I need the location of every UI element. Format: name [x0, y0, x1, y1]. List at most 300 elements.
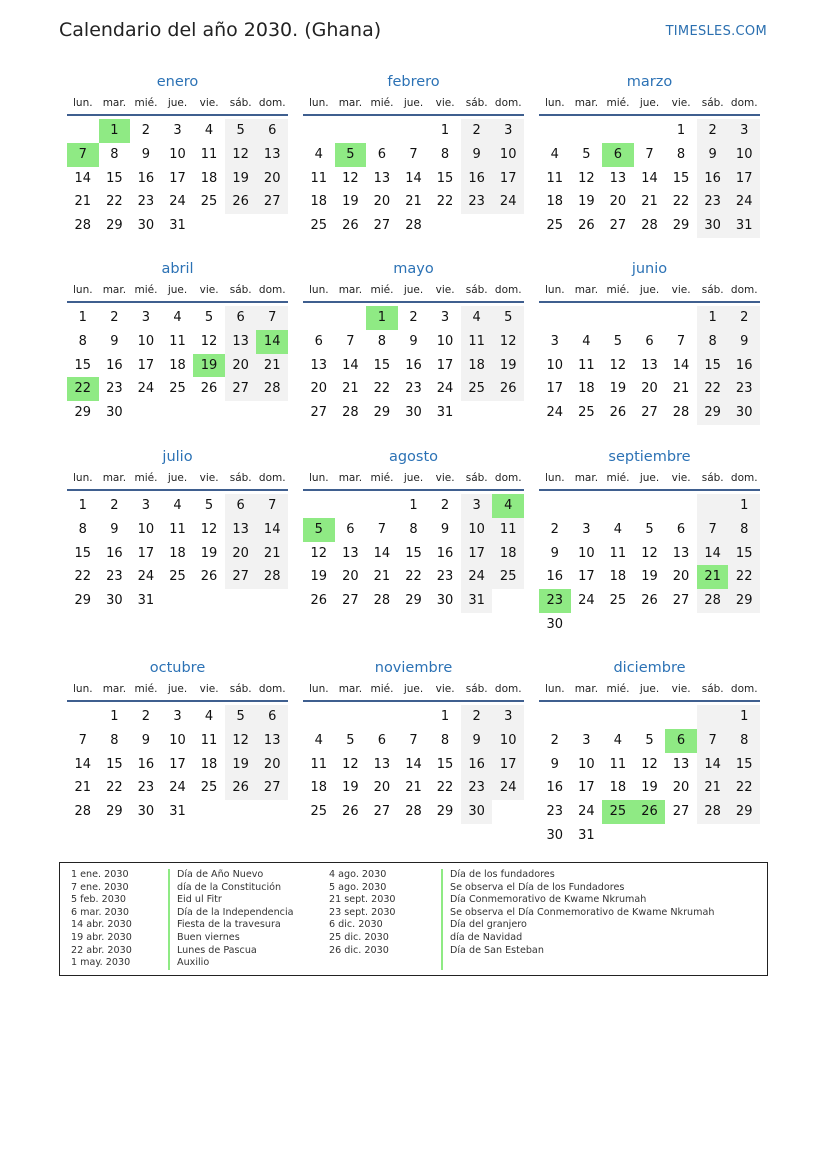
day-cell: 10: [578, 545, 595, 561]
day-cell: 12: [641, 756, 658, 772]
day-cell: 29: [728, 800, 760, 824]
day-cell: 16: [106, 545, 123, 561]
day-cell: 8: [440, 146, 450, 162]
day-cell: 25: [310, 804, 328, 820]
empty-cell: [602, 705, 634, 729]
empty-cell: [67, 705, 99, 729]
holiday-day-cell: 5: [303, 518, 335, 542]
day-cell: 12: [342, 170, 359, 186]
legend-divider-left: [168, 869, 170, 970]
day-cell: 5: [645, 521, 654, 537]
day-cell: 18: [492, 542, 524, 566]
weekday-label: lun.: [309, 97, 329, 109]
empty-cell: [539, 306, 571, 330]
day-cell: 22: [672, 194, 690, 210]
day-cell: 18: [310, 780, 328, 796]
month-febrero: [303, 72, 524, 238]
day-cell: 2: [440, 498, 450, 513]
day-grid: [67, 306, 288, 425]
day-cell: 24: [169, 780, 186, 796]
day-cell: 21: [373, 569, 391, 585]
day-cell: 5: [613, 333, 623, 349]
weekday-label: lun.: [73, 683, 93, 695]
day-cell: 1: [440, 123, 450, 138]
day-cell: 11: [310, 170, 328, 186]
day-cell: 19: [225, 753, 257, 777]
day-cell: 17: [578, 569, 595, 585]
legend-entry: Buen viernes: [177, 931, 240, 943]
day-cell: 3: [582, 521, 591, 537]
weekday-label: jue.: [639, 97, 660, 109]
weekday-label: lun.: [309, 284, 329, 296]
day-cell: 30: [728, 401, 760, 425]
day-cell: 3: [173, 709, 182, 724]
day-cell: 24: [461, 565, 493, 589]
weekday-label: mar.: [574, 97, 599, 109]
day-cell: 10: [169, 146, 186, 162]
day-cell: 8: [440, 732, 450, 748]
day-grid: [303, 705, 524, 824]
weekday-label: vie.: [671, 472, 691, 484]
day-cell: 27: [256, 776, 288, 800]
empty-cell: [634, 306, 666, 330]
month-name: diciembre: [613, 660, 686, 676]
day-cell: 28: [256, 377, 288, 401]
day-cell: 4: [613, 732, 623, 748]
weekday-header: [67, 279, 288, 303]
day-cell: 6: [225, 494, 257, 518]
day-cell: 14: [373, 545, 391, 561]
day-cell: 16: [546, 569, 564, 585]
day-cell: 26: [310, 593, 328, 609]
day-cell: 16: [546, 780, 564, 796]
legend-entry: 22 abr. 2030: [71, 944, 132, 956]
holiday-day-cell: 14: [256, 330, 288, 354]
day-cell: 2: [110, 310, 119, 325]
day-cell: 27: [373, 804, 391, 820]
weekday-label: dom.: [730, 284, 758, 296]
weekday-label: vie.: [435, 683, 455, 695]
day-cell: 19: [225, 167, 257, 191]
day-cell: 20: [342, 569, 359, 585]
month-name: agosto: [388, 449, 439, 465]
day-cell: 16: [697, 167, 729, 191]
day-cell: 1: [78, 498, 87, 513]
weekday-label: jue.: [167, 683, 188, 695]
day-cell: 21: [74, 780, 92, 796]
day-cell: 18: [609, 569, 627, 585]
day-cell: 13: [609, 170, 627, 186]
month-name: octubre: [149, 660, 206, 676]
day-cell: 23: [436, 569, 454, 585]
day-cell: 10: [578, 756, 595, 772]
weekday-label: dom.: [494, 472, 522, 484]
day-cell: 24: [578, 804, 595, 820]
day-cell: 22: [106, 194, 123, 210]
day-cell: 19: [492, 354, 524, 378]
weekday-label: vie.: [671, 683, 691, 695]
day-cell: 2: [409, 310, 418, 325]
day-cell: 24: [492, 190, 524, 214]
day-cell: 25: [169, 381, 186, 397]
day-cell: 29: [405, 593, 422, 609]
weekday-label: dom.: [730, 683, 758, 695]
day-cell: 27: [373, 218, 391, 234]
weekday-header: [303, 467, 524, 491]
day-cell: 22: [106, 780, 123, 796]
day-grid: [67, 119, 288, 238]
legend-entry: Día de la Independencia: [177, 906, 294, 918]
brand-logo[interactable]: TIMESLES.COM: [665, 24, 767, 39]
weekday-label: lun.: [545, 472, 565, 484]
day-cell: 3: [492, 705, 524, 729]
day-cell: 4: [173, 498, 182, 513]
weekday-label: vie.: [435, 97, 455, 109]
day-cell: 12: [609, 357, 627, 373]
day-cell: 8: [110, 146, 119, 162]
day-cell: 15: [405, 545, 422, 561]
day-cell: 16: [728, 354, 760, 378]
day-cell: 19: [310, 569, 328, 585]
empty-cell: [571, 494, 603, 518]
weekday-header: [303, 92, 524, 116]
legend-dates-left: [71, 869, 132, 970]
day-cell: 1: [676, 123, 686, 138]
weekday-label: sáb.: [465, 472, 488, 484]
day-grid: [303, 306, 524, 425]
day-cell: 28: [74, 218, 92, 234]
day-cell: 9: [550, 545, 559, 561]
day-cell: 20: [609, 194, 627, 210]
day-cell: 31: [436, 405, 454, 421]
day-cell: 7: [256, 494, 288, 518]
day-cell: 17: [137, 357, 155, 373]
day-cell: 6: [377, 732, 387, 748]
day-cell: 24: [492, 776, 524, 800]
day-cell: 6: [645, 333, 654, 349]
day-cell: 30: [106, 405, 123, 421]
day-cell: 12: [225, 143, 257, 167]
day-cell: 11: [310, 756, 328, 772]
day-cell: 2: [110, 498, 119, 513]
day-cell: 5: [225, 705, 257, 729]
day-cell: 7: [409, 146, 418, 162]
weekday-header: [67, 467, 288, 491]
day-cell: 16: [137, 756, 155, 772]
day-cell: 26: [641, 593, 658, 609]
day-cell: 12: [310, 545, 328, 561]
legend-names-left: [177, 869, 293, 970]
day-cell: 2: [550, 732, 559, 748]
empty-cell: [366, 119, 398, 143]
weekday-label: mié.: [606, 284, 630, 296]
day-cell: 11: [578, 357, 595, 373]
weekday-label: jue.: [403, 284, 424, 296]
day-grid: [67, 705, 288, 824]
day-grid: [303, 494, 524, 613]
month-junio: [539, 259, 760, 425]
empty-cell: [303, 306, 335, 330]
legend-entry: 1 may. 2030: [71, 957, 131, 969]
day-cell: 3: [141, 498, 151, 513]
day-cell: 26: [200, 569, 218, 585]
day-cell: 30: [546, 616, 564, 632]
weekday-label: dom.: [494, 284, 522, 296]
weekday-label: lun.: [73, 97, 93, 109]
empty-cell: [571, 306, 603, 330]
day-cell: 25: [200, 194, 218, 210]
legend-entry: Se observa el Día Conmemorativo de Kwame Nkrumah: [450, 906, 715, 918]
day-cell: 22: [74, 569, 92, 585]
day-cell: 27: [672, 593, 690, 609]
legend-entry: 26 dic. 2030: [329, 944, 389, 956]
legend-entry: Día del granjero: [450, 919, 527, 931]
day-cell: 18: [578, 381, 595, 397]
day-cell: 10: [546, 357, 564, 373]
weekday-label: mar.: [574, 472, 599, 484]
day-cell: 26: [578, 218, 595, 234]
day-cell: 26: [609, 405, 627, 421]
day-cell: 16: [106, 357, 123, 373]
weekday-label: mar.: [102, 284, 127, 296]
day-cell: 23: [728, 377, 760, 401]
day-cell: 31: [137, 593, 155, 609]
day-cell: 25: [200, 780, 218, 796]
day-cell: 1: [697, 306, 729, 330]
day-cell: 17: [546, 381, 564, 397]
day-cell: 22: [373, 381, 391, 397]
empty-cell: [602, 119, 634, 143]
month-agosto: [303, 447, 524, 613]
legend-entry: 25 dic. 2030: [329, 931, 389, 943]
day-cell: 19: [342, 780, 359, 796]
day-cell: 31: [578, 827, 595, 843]
weekday-header: [539, 678, 760, 702]
day-cell: 6: [256, 705, 288, 729]
weekday-label: vie.: [199, 284, 219, 296]
day-cell: 31: [728, 214, 760, 238]
day-cell: 14: [342, 357, 359, 373]
day-cell: 11: [169, 521, 186, 537]
day-cell: 15: [728, 753, 760, 777]
day-cell: 25: [609, 593, 627, 609]
weekday-label: sáb.: [465, 97, 488, 109]
weekday-label: lun.: [545, 97, 565, 109]
day-cell: 14: [697, 753, 729, 777]
day-cell: 10: [492, 729, 524, 753]
month-name: marzo: [626, 74, 673, 90]
day-cell: 23: [106, 381, 123, 397]
month-name: febrero: [387, 74, 440, 90]
day-cell: 17: [169, 170, 186, 186]
day-cell: 30: [697, 214, 729, 238]
weekday-label: vie.: [199, 472, 219, 484]
day-cell: 15: [74, 357, 92, 373]
day-cell: 30: [137, 804, 155, 820]
day-cell: 22: [697, 377, 729, 401]
legend-entry: Día de Año Nuevo: [177, 869, 264, 880]
day-cell: 12: [200, 333, 218, 349]
day-cell: 13: [225, 518, 257, 542]
day-cell: 22: [728, 776, 760, 800]
day-cell: 15: [106, 170, 123, 186]
month-marzo: [539, 72, 760, 238]
day-cell: 4: [204, 123, 214, 138]
legend-entry: 7 ene. 2030: [71, 881, 129, 893]
day-cell: 29: [728, 589, 760, 613]
month-name: abril: [161, 261, 194, 277]
day-cell: 12: [225, 729, 257, 753]
day-cell: 7: [645, 146, 654, 162]
month-name: junio: [631, 261, 668, 277]
day-cell: 6: [676, 521, 686, 537]
day-cell: 3: [728, 119, 760, 143]
holiday-day-cell: 1: [99, 119, 131, 143]
month-name: mayo: [393, 261, 434, 277]
day-cell: 28: [373, 593, 391, 609]
day-cell: 16: [461, 167, 493, 191]
day-cell: 13: [225, 330, 257, 354]
legend-entry: 5 ago. 2030: [329, 881, 387, 893]
day-cell: 25: [461, 377, 493, 401]
day-cell: 22: [436, 780, 454, 796]
day-cell: 31: [169, 804, 186, 820]
day-cell: 25: [546, 218, 564, 234]
day-cell: 19: [200, 545, 218, 561]
legend-entry: Se observa el Día de los Fundadores: [450, 881, 625, 893]
weekday-label: mié.: [134, 284, 158, 296]
day-cell: 12: [342, 756, 359, 772]
day-cell: 10: [436, 333, 454, 349]
day-cell: 26: [342, 804, 359, 820]
day-cell: 7: [676, 333, 686, 349]
day-cell: 27: [342, 593, 359, 609]
day-cell: 25: [578, 405, 595, 421]
weekday-label: dom.: [494, 97, 522, 109]
day-cell: 12: [200, 521, 218, 537]
month-name: julio: [162, 449, 193, 465]
weekday-label: mié.: [606, 97, 630, 109]
day-cell: 3: [550, 333, 559, 349]
day-cell: 18: [200, 756, 218, 772]
legend-dates-right: [329, 869, 396, 957]
weekday-label: mié.: [370, 472, 394, 484]
day-cell: 15: [436, 170, 454, 186]
empty-cell: [539, 119, 571, 143]
day-cell: 8: [728, 518, 760, 542]
holiday-day-cell: 25: [602, 800, 634, 824]
month-julio: [67, 447, 288, 613]
day-cell: 18: [310, 194, 328, 210]
day-cell: 8: [409, 521, 418, 537]
day-grid: [539, 494, 760, 637]
legend-entry: 14 abr. 2030: [71, 919, 132, 931]
day-cell: 3: [440, 310, 450, 325]
weekday-label: jue.: [403, 683, 424, 695]
legend-entry: 6 mar. 2030: [71, 906, 129, 918]
empty-cell: [571, 705, 603, 729]
day-cell: 13: [310, 357, 328, 373]
day-cell: 21: [641, 194, 658, 210]
day-cell: 27: [225, 377, 257, 401]
day-cell: 17: [169, 756, 186, 772]
empty-cell: [335, 119, 367, 143]
day-cell: 5: [645, 732, 654, 748]
day-cell: 24: [728, 190, 760, 214]
day-cell: 10: [169, 732, 186, 748]
day-cell: 2: [141, 709, 151, 724]
day-cell: 14: [641, 170, 658, 186]
page-title: Calendario del año 2030. (Ghana): [59, 19, 382, 41]
weekday-header: [539, 92, 760, 116]
day-cell: 7: [346, 333, 355, 349]
empty-cell: [665, 306, 697, 330]
weekday-label: sáb.: [229, 472, 252, 484]
day-cell: 9: [461, 143, 493, 167]
legend-entry: 19 abr. 2030: [71, 931, 132, 943]
day-cell: 15: [728, 542, 760, 566]
day-cell: 23: [546, 804, 564, 820]
day-cell: 26: [225, 190, 257, 214]
day-cell: 15: [697, 354, 729, 378]
day-cell: 5: [582, 146, 591, 162]
day-cell: 17: [137, 545, 155, 561]
day-cell: 3: [173, 123, 182, 138]
day-cell: 13: [342, 545, 359, 561]
day-grid: [539, 119, 760, 238]
day-cell: 23: [405, 381, 422, 397]
legend-divider-right: [441, 869, 443, 970]
empty-cell: [366, 494, 398, 518]
day-cell: 23: [697, 190, 729, 214]
day-cell: 4: [613, 521, 623, 537]
day-cell: 19: [578, 194, 595, 210]
empty-cell: [634, 705, 666, 729]
day-cell: 6: [346, 521, 355, 537]
holiday-day-cell: 22: [67, 377, 99, 401]
weekday-label: mié.: [370, 284, 394, 296]
day-cell: 3: [492, 119, 524, 143]
weekday-label: sáb.: [465, 683, 488, 695]
legend-entry: 5 feb. 2030: [71, 894, 127, 906]
day-cell: 9: [110, 521, 119, 537]
day-cell: 20: [256, 753, 288, 777]
weekday-label: lun.: [545, 683, 565, 695]
empty-cell: [602, 494, 634, 518]
legend-entry: 21 sept. 2030: [329, 894, 396, 906]
day-cell: 2: [141, 123, 151, 138]
day-cell: 11: [200, 732, 218, 748]
empty-cell: [602, 306, 634, 330]
weekday-label: vie.: [199, 683, 219, 695]
weekday-label: sáb.: [701, 472, 724, 484]
day-cell: 12: [492, 330, 524, 354]
day-cell: 14: [74, 170, 92, 186]
weekday-label: mié.: [370, 97, 394, 109]
day-cell: 2: [461, 119, 493, 143]
weekday-label: mié.: [134, 683, 158, 695]
weekday-label: vie.: [435, 472, 455, 484]
holiday-day-cell: 6: [665, 729, 697, 753]
day-cell: 4: [582, 333, 591, 349]
day-cell: 22: [405, 569, 422, 585]
day-cell: 29: [672, 218, 690, 234]
month-noviembre: [303, 658, 524, 824]
weekday-label: mar.: [574, 683, 599, 695]
holiday-day-cell: 19: [193, 354, 225, 378]
empty-cell: [398, 119, 430, 143]
empty-cell: [697, 494, 729, 518]
